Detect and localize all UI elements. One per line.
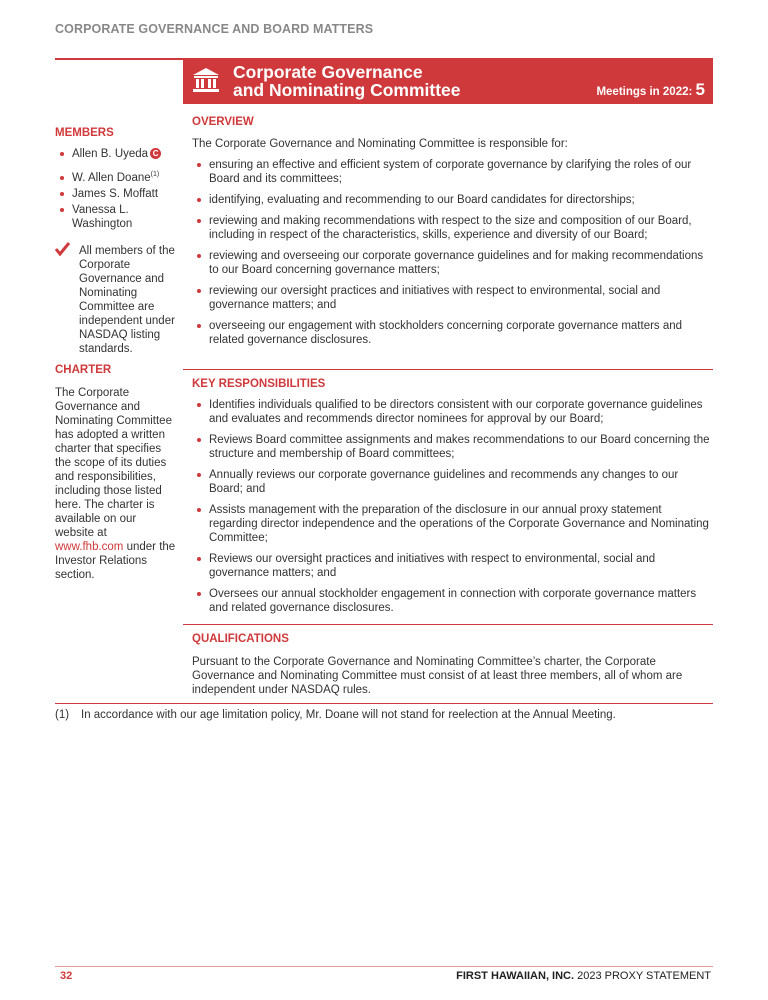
independence-note: All members of the Corporate Governance and Nominating Committee are independent under NASDAQ listing standards.: [55, 244, 177, 356]
members-panel: [55, 126, 177, 356]
footer-rule: [55, 966, 713, 967]
members-heading: MEMBERS: [55, 127, 114, 139]
divider: [183, 624, 713, 625]
responsibilities-heading: KEY RESPONSIBILITIES: [192, 378, 326, 390]
committee-title: Corporate Governance and Nominating Committee: [233, 62, 461, 100]
charter-panel: [55, 363, 177, 582]
member-item: W. Allen Doane$^{(1)}$: [55, 171, 177, 185]
list-item: Assists management with the preparation of the disclosure in our annual proxy statement regarding director independence and the operations of the Corporate Governance and Nominating Committee;: [192, 503, 713, 545]
page-number: 32: [60, 970, 73, 982]
list-item: overseeing our engagement with stockholders concerning corporate governance matters and related governance disclosures.: [192, 319, 713, 347]
qualifications-section: [192, 632, 713, 697]
website-link[interactable]: www.fhb.com: [55, 541, 124, 553]
list-item: ensuring an effective and efficient system of corporate governance by clarifying the roles of our Board and its committees;: [192, 158, 713, 186]
meetings-count: Meetings in 2022: 5: [596, 80, 705, 99]
list-item: reviewing and overseeing our corporate governance guidelines and for making recommendations to our Board concerning governance matters;: [192, 249, 713, 277]
list-item: Oversees our annual stockholder engagement in connection with corporate governance matters and related governance disclosures.: [192, 587, 713, 615]
list-item: Identifies individuals qualified to be directors consistent with our corporate governance guidelines and evaluates and recommends director nominees for approval by our Board;: [192, 398, 713, 426]
qualifications-text: Pursuant to the Corporate Governance and Nominating Committee’s charter, the Corporate Governance and Nominating Committee must consist of at least three members, all of whom are independent under NASDAQ rules.: [192, 656, 683, 696]
divider: [55, 58, 183, 60]
responsibilities-section: [192, 377, 713, 622]
divider: [55, 703, 713, 704]
list-item: Annually reviews our corporate governance guidelines and recommends any changes to our Board; and: [192, 468, 713, 496]
chair-badge-icon: C: [150, 148, 161, 159]
member-item: Allen B. Uyeda C: [55, 147, 177, 161]
overview-heading: OVERVIEW: [192, 116, 254, 128]
list-item: Reviews our oversight practices and initiatives with respect to environmental, social and governance matters; and: [192, 552, 713, 580]
overview-section: [192, 115, 713, 354]
charter-heading: CHARTER: [55, 364, 112, 376]
list-item: identifying, evaluating and recommending to our Board candidates for directorships;: [192, 193, 713, 207]
overview-intro: The Corporate Governance and Nominating Committee is responsible for:: [192, 138, 568, 150]
member-item: James S. Moffatt: [55, 187, 177, 201]
list-item: reviewing our oversight practices and initiatives with respect to environmental, social and governance matters; and: [192, 284, 713, 312]
qualifications-heading: QUALIFICATIONS: [192, 633, 289, 645]
footnote: (1) In accordance with our age limitation policy, Mr. Doane will not stand for reelection at the Annual Meeting.: [55, 709, 616, 721]
list-item: Reviews Board committee assignments and makes recommendations to our Board concerning the structure and membership of Board committees;: [192, 433, 713, 461]
checkmark-icon: [55, 242, 70, 256]
list-item: reviewing and making recommendations with respect to the size and composition of our Board, including in respect of the characteristics, skills, experience and diversity of our Board;: [192, 214, 713, 242]
member-item: Vanessa L. Washington: [55, 203, 177, 231]
charter-text: The Corporate Governance and Nominating Committee has adopted a written charter that specifies the scope of its duties and responsibilities, including those listed here. The charter is available on our website at www.fhb.com under the Investor Relations section.: [55, 387, 176, 581]
bank-building-icon: [192, 67, 220, 93]
section-header: CORPORATE GOVERNANCE AND BOARD MATTERS: [55, 22, 374, 36]
footer-doc-title: FIRST HAWAIIAN, INC. 2023 PROXY STATEMENT: [456, 970, 711, 982]
divider: [183, 369, 713, 370]
committee-banner: [183, 58, 713, 104]
